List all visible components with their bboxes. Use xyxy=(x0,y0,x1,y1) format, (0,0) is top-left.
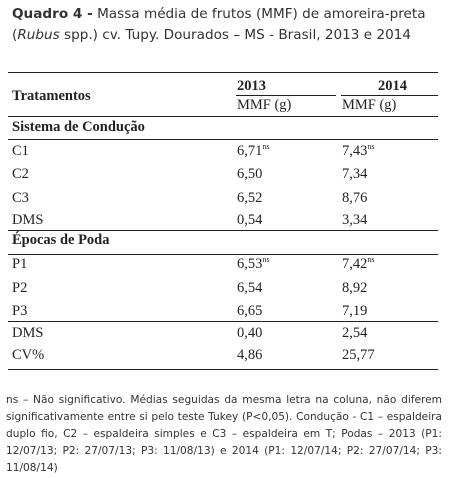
table-footnote: ns – Não significativo. Médias seguidas da mesma letra na coluna, não diferem significativamente entre si pelo teste Tukey (P<0,05). Condução - C1 – espaldeira duplo fio, C2 – espaldeira simples e C3 – espaldeira em T; Podas – 2013 (P1: 12/07/13; P2: 27/07/13; P3: 11/08/13) e 2014 (P1: 12/07/14; P2: 27/07/14; P3: 11/08/14) xyxy=(6,394,442,474)
row-label: C2 xyxy=(12,166,29,182)
row-value-2014: $7,42^{ns}$ xyxy=(342,255,375,272)
section-title-conducao: Sistema de Condução xyxy=(12,119,145,135)
caption-species: Rubus xyxy=(17,27,60,43)
caption-text: Massa média de frutos (MMF) de amoreira-preta ( xyxy=(12,6,426,43)
row-value-2013: 0,54 xyxy=(237,212,263,228)
row-value-2013: $6,53^{ns}$ xyxy=(237,255,270,272)
header-year-2014: 2014 xyxy=(378,78,407,94)
ns-marker: ns xyxy=(262,255,270,265)
row-label: P3 xyxy=(12,303,28,319)
header-treatments: Tratamentos xyxy=(12,88,91,104)
row-value-2014: 8,76 xyxy=(342,190,368,206)
header-bottom-rule xyxy=(8,116,438,117)
section-rule-conducao xyxy=(8,139,438,140)
row-label: C3 xyxy=(12,190,29,206)
header-unit-2014: MMF (g) xyxy=(342,97,397,113)
row-value-2013: $6,71^{ns}$ xyxy=(237,142,270,159)
row-label: C1 xyxy=(12,143,29,159)
ns-marker: ns xyxy=(367,142,375,152)
caption-label: Quadro 4 - xyxy=(12,6,93,22)
row-value-2014: 8,92 xyxy=(342,280,368,296)
ns-marker: ns xyxy=(367,255,375,265)
row-label: DMS xyxy=(12,325,44,341)
header-year-2013: 2013 xyxy=(237,78,266,94)
row-label: DMS xyxy=(12,212,44,228)
row-value-2014: 3,34 xyxy=(342,212,368,228)
poda-bottom-rule xyxy=(8,321,438,322)
row-value-2013: 6,54 xyxy=(237,280,263,296)
row-value-2014: 25,77 xyxy=(342,347,375,363)
section-rule-dms xyxy=(8,230,438,231)
row-value-2013: 0,40 xyxy=(237,325,263,341)
caption-text-end: spp.) cv. Tupy. Dourados – MS - Brasil, 2013 e 2014 xyxy=(59,27,412,43)
row-value-2013: 6,50 xyxy=(237,166,263,182)
table-caption xyxy=(12,4,442,46)
row-label: P1 xyxy=(12,256,28,272)
header-year-rule-2014 xyxy=(341,95,438,96)
row-value-2013: 6,52 xyxy=(237,190,263,206)
row-value-2014: 7,34 xyxy=(342,166,368,182)
header-unit-2013: MMF (g) xyxy=(237,97,292,113)
header-year-rule-2013 xyxy=(236,95,336,96)
row-label: P2 xyxy=(12,280,28,296)
row-value-2014: $7,43^{ns}$ xyxy=(342,142,375,159)
row-label: CV% xyxy=(12,347,45,363)
row-value-2013: 4,86 xyxy=(237,347,263,363)
ns-marker: ns xyxy=(262,142,270,152)
row-value-2013: 6,65 xyxy=(237,303,263,319)
table-bottom-rule xyxy=(8,369,438,370)
row-value-2014: 2,54 xyxy=(342,325,368,341)
row-value-2014: 7,19 xyxy=(342,303,368,319)
section-title-poda: Épocas de Poda xyxy=(12,232,110,248)
table-top-rule xyxy=(8,72,438,73)
